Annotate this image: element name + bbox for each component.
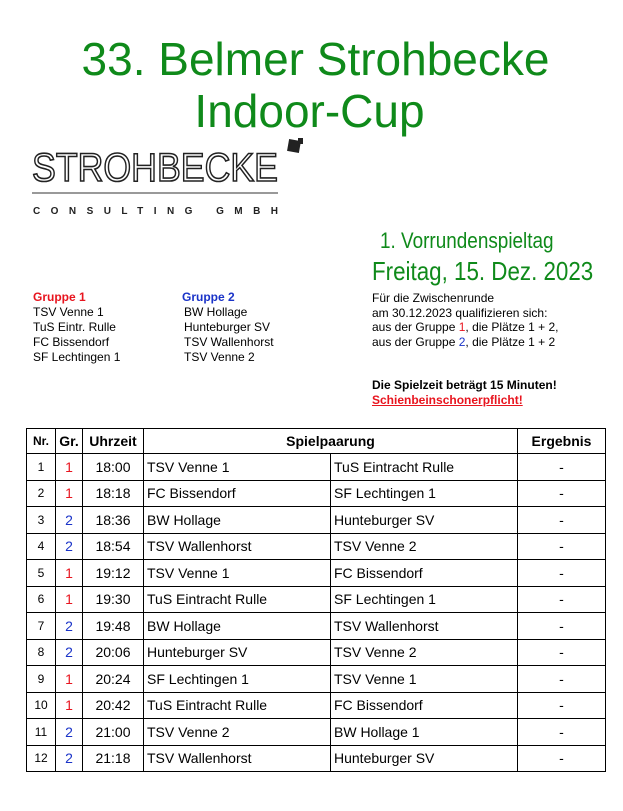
table-row xyxy=(27,507,606,534)
group1-list xyxy=(33,290,120,365)
away-team: TSV Venne 1 xyxy=(331,666,518,693)
match-time: 20:24 xyxy=(83,666,144,693)
away-team: SF Lechtingen 1 xyxy=(331,586,518,613)
match-group: 1 xyxy=(56,560,83,587)
away-team: TSV Wallenhorst xyxy=(331,613,518,640)
header-pairing: Spielpaarung xyxy=(144,429,518,454)
table-header-row xyxy=(27,429,606,454)
match-number: 4 xyxy=(27,533,56,560)
matchday-date: Freitag, 15. Dez. 2023 xyxy=(372,256,594,286)
home-team: TSV Venne 1 xyxy=(144,560,331,587)
match-number: 9 xyxy=(27,666,56,693)
home-team: TSV Venne 1 xyxy=(144,454,331,481)
playtime-note: Die Spielzeit beträgt 15 Minuten! xyxy=(372,378,557,392)
match-group: 2 xyxy=(56,745,83,772)
match-result: - xyxy=(518,480,606,507)
group2-list xyxy=(182,290,274,365)
home-team: BW Hollage xyxy=(144,507,331,534)
match-group: 2 xyxy=(56,507,83,534)
match-result: - xyxy=(518,666,606,693)
table-row xyxy=(27,719,606,746)
group1-team: TSV Venne 1 xyxy=(33,305,104,319)
table-row xyxy=(27,692,606,719)
table-row xyxy=(27,560,606,587)
logo-subtitle: CONSULTING GMBH xyxy=(33,206,278,217)
match-group: 2 xyxy=(56,613,83,640)
match-group: 1 xyxy=(56,666,83,693)
table-row xyxy=(27,613,606,640)
match-group: 1 xyxy=(56,586,83,613)
home-team: BW Hollage xyxy=(144,613,331,640)
away-team: TSV Venne 2 xyxy=(331,533,518,560)
match-time: 18:54 xyxy=(83,533,144,560)
group2-team: Hunteburger SV xyxy=(184,320,271,334)
match-result: - xyxy=(518,639,606,666)
shinguard-note: Schienbeinschonerpflicht! xyxy=(372,393,523,407)
group1-heading: Gruppe 1 xyxy=(33,290,86,304)
group2-team: TSV Venne 2 xyxy=(184,350,255,364)
match-time: 19:48 xyxy=(83,613,144,640)
group2-team: BW Hollage xyxy=(184,305,248,319)
away-team: Hunteburger SV xyxy=(331,745,518,772)
match-time: 18:00 xyxy=(83,454,144,481)
match-number: 6 xyxy=(27,586,56,613)
match-number: 12 xyxy=(27,745,56,772)
table-row xyxy=(27,745,606,772)
match-result: - xyxy=(518,454,606,481)
match-group: 1 xyxy=(56,480,83,507)
match-time: 18:36 xyxy=(83,507,144,534)
schedule-table xyxy=(26,428,606,772)
table-row xyxy=(27,480,606,507)
table-row xyxy=(27,586,606,613)
qualification-info xyxy=(372,291,558,349)
rules-notes xyxy=(372,378,557,408)
logo-wordmark: STROHBECKE xyxy=(32,146,278,190)
home-team: Hunteburger SV xyxy=(144,639,331,666)
match-number: 3 xyxy=(27,507,56,534)
match-group: 2 xyxy=(56,533,83,560)
match-number: 5 xyxy=(27,560,56,587)
header-result: Ergebnis xyxy=(518,429,606,454)
info-line: am 30.12.2023 qualifizieren sich: xyxy=(372,305,548,320)
match-result: - xyxy=(518,692,606,719)
home-team: TSV Wallenhorst xyxy=(144,745,331,772)
home-team: TSV Wallenhorst xyxy=(144,533,331,560)
match-group: 1 xyxy=(56,454,83,481)
match-number: 1 xyxy=(27,454,56,481)
away-team: FC Bissendorf xyxy=(331,560,518,587)
match-time: 20:06 xyxy=(83,639,144,666)
match-number: 10 xyxy=(27,692,56,719)
match-result: - xyxy=(518,507,606,534)
group1-team: SF Lechtingen 1 xyxy=(33,350,121,364)
match-result: - xyxy=(518,586,606,613)
header-gr: Gr. xyxy=(56,429,83,454)
info-line: aus der Gruppe 1, die Plätze 1 + 2, xyxy=(372,320,559,334)
match-result: - xyxy=(518,745,606,772)
table-row xyxy=(27,666,606,693)
match-time: 20:42 xyxy=(83,692,144,719)
match-group: 2 xyxy=(56,639,83,666)
away-team: FC Bissendorf xyxy=(331,692,518,719)
group1-team: TuS Eintr. Rulle xyxy=(33,320,116,334)
away-team: SF Lechtingen 1 xyxy=(331,480,518,507)
match-time: 21:00 xyxy=(83,719,144,746)
match-time: 21:18 xyxy=(83,745,144,772)
page-title-line1: 33. Belmer Strohbecke xyxy=(81,33,550,85)
home-team: FC Bissendorf xyxy=(144,480,331,507)
table-row xyxy=(27,533,606,560)
match-number: 11 xyxy=(27,719,56,746)
away-team: TuS Eintracht Rulle xyxy=(331,454,518,481)
table-row xyxy=(27,639,606,666)
strohbecke-logo xyxy=(32,138,312,218)
match-time: 19:12 xyxy=(83,560,144,587)
away-team: TSV Venne 2 xyxy=(331,639,518,666)
info-line: Für die Zwischenrunde xyxy=(372,291,495,305)
match-result: - xyxy=(518,719,606,746)
table-row xyxy=(27,454,606,481)
match-number: 8 xyxy=(27,639,56,666)
group1-team: FC Bissendorf xyxy=(33,335,110,349)
away-team: Hunteburger SV xyxy=(331,507,518,534)
away-team: BW Hollage 1 xyxy=(331,719,518,746)
group2-heading: Gruppe 2 xyxy=(182,290,235,304)
match-number: 2 xyxy=(27,480,56,507)
matchday-label: 1. Vorrundenspieltag xyxy=(380,228,554,253)
match-result: - xyxy=(518,560,606,587)
info-line: aus der Gruppe 2, die Plätze 1 + 2 xyxy=(372,334,556,349)
match-group: 1 xyxy=(56,692,83,719)
group2-team: TSV Wallenhorst xyxy=(184,335,274,349)
home-team: TSV Venne 2 xyxy=(144,719,331,746)
home-team: TuS Eintracht Rulle xyxy=(144,586,331,613)
header-nr: Nr. xyxy=(27,429,56,454)
home-team: SF Lechtingen 1 xyxy=(144,666,331,693)
match-time: 19:30 xyxy=(83,586,144,613)
header-time: Uhrzeit xyxy=(83,429,144,454)
match-result: - xyxy=(518,533,606,560)
match-time: 18:18 xyxy=(83,480,144,507)
home-team: TuS Eintracht Rulle xyxy=(144,692,331,719)
page-title-line2: Indoor-Cup xyxy=(194,85,425,137)
match-group: 2 xyxy=(56,719,83,746)
match-number: 7 xyxy=(27,613,56,640)
match-result: - xyxy=(518,613,606,640)
